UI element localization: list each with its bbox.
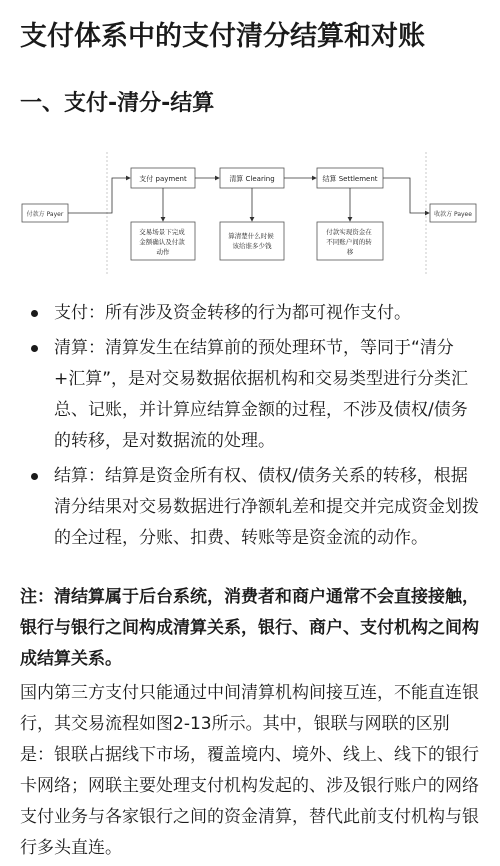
bullet-text-settlement: 结算：结算是资金所有权、债权/债务关系的转移，根据清分结果对交易数据进行净额轧差和提交并完成资金划拨的全过程，分账、扣费、转账等是资金流的动作。 — [54, 466, 479, 548]
bullet-icon — [31, 473, 38, 480]
bullet-icon — [31, 310, 38, 317]
bullet-text-clearing: 清算：清算发生在结算前的预处理环节，等同于“清分+汇算”，是对交易数据依据机构和交易类型进行分类汇总、记账，并计算应结算金额的过程，不涉及债权/债务的转移，是对数据流的处理。 — [54, 338, 469, 451]
stage-payment-desc: 交易场景下完成 金额确认及付款 动作 — [139, 228, 185, 256]
payee-label: 收款方 Payee — [434, 211, 472, 218]
note-paragraph: 注：清结算属于后台系统，消费者和商户通常不会直接接触，银行与银行之间构成清算关系，银行、商户、支付机构之间构成结算关系。 — [20, 587, 479, 669]
body-paragraph: 国内第三方支付只能通过中间清算机构间接互连，不能直连银行，其交易流程如图2-13所示。其中，银联与网联的区别是：银联占据线下市场，覆盖境内、境外、线上、线下的银行卡网络；网联主要处理支付机构发起的、涉及银行账户的网络支付业务与各家银行之间的资金清算，替代此前支付机构与银行多头直连。 — [20, 683, 479, 858]
stage-clearing-desc: 算清楚什么时候 该给谁多少钱 — [228, 232, 274, 250]
bullet-icon — [31, 345, 38, 352]
payment-flow-diagram — [20, 148, 480, 278]
list-item — [20, 333, 482, 457]
payer-label: 付款方 Payer — [26, 211, 64, 218]
stage-clearing-desc-box — [220, 222, 284, 260]
stage-settlement-label: 结算 Settlement — [322, 175, 378, 183]
definition-list — [20, 298, 482, 554]
stage-settlement-desc: 付款实现资金在 不同账户间的转 移 — [326, 228, 372, 256]
stage-payment-label: 支付 payment — [139, 175, 187, 183]
page-title: 支付体系中的支付清分结算和对账 — [20, 21, 425, 52]
section-heading: 一、支付-清分-结算 — [20, 91, 215, 116]
stage-clearing-label: 清算 Clearing — [229, 175, 275, 183]
list-item — [20, 461, 482, 554]
bullet-text-payment: 支付：所有涉及资金转移的行为都可视作支付。 — [54, 303, 411, 323]
list-item — [20, 298, 482, 329]
